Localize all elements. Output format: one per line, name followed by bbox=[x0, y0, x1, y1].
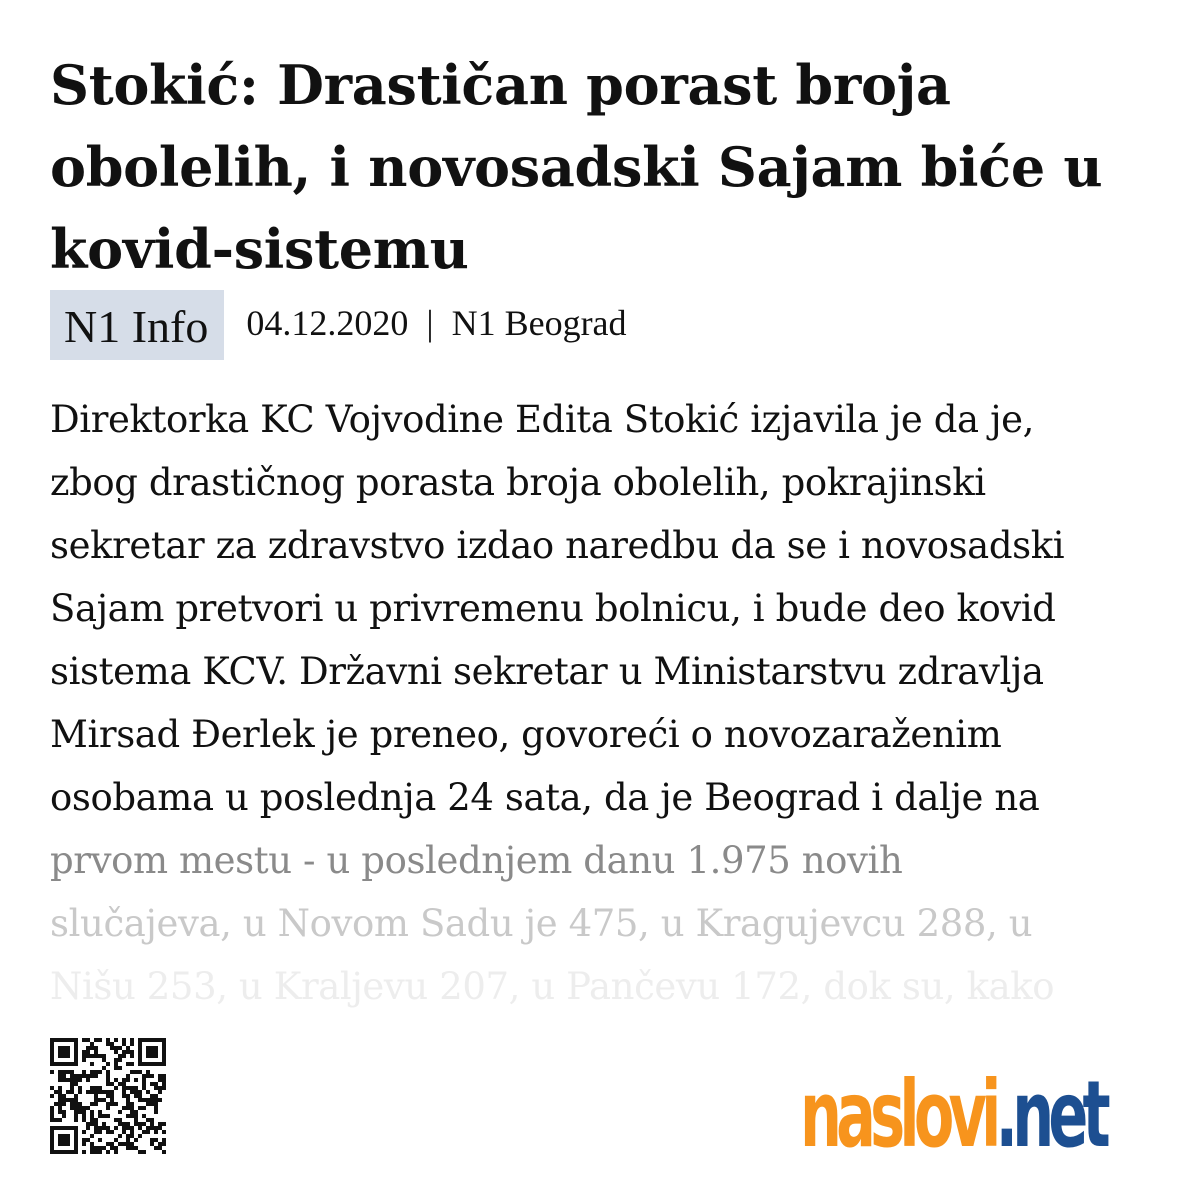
article-body bbox=[50, 388, 1150, 1018]
body-line: Mirsad Đerlek je preneo, govoreći o novozaraženim bbox=[50, 713, 1002, 756]
site-logo-wordmark bbox=[800, 1061, 1105, 1168]
body-line: sistema KCV. Državni sekretar u Ministarstvu zdravlja bbox=[50, 650, 1044, 693]
article-date: 04.12.2020 bbox=[246, 303, 409, 343]
article-meta bbox=[50, 290, 627, 362]
article-card bbox=[50, 0, 1160, 1200]
site-logo-suffix: .net bbox=[995, 1061, 1105, 1168]
body-line: Direktorka KC Vojvodine Edita Stokić izjavila je da je, bbox=[50, 398, 1035, 441]
source-badge[interactable]: N1 Info bbox=[50, 290, 224, 360]
body-line: sekretar za zdravstvo izdao naredbu da se i novosadski bbox=[50, 524, 1065, 567]
body-line-faded: Nišu 253, u Kraljevu 207, u Pančevu 172, dok su, kako bbox=[50, 965, 1055, 1008]
body-line: zbog drastičnog porasta broja obolelih, pokrajinski bbox=[50, 461, 986, 504]
body-line-faded: slučajeva, u Novom Sadu je 475, u Kragujevcu 288, u bbox=[50, 902, 1033, 945]
article-headline: Stokić: Drastičan porast broja obolelih, i novosadski Sajam biće u kovid-sistemu bbox=[50, 53, 1103, 281]
body-line: Sajam pretvori u privremenu bolnicu, i bude deo kovid bbox=[50, 587, 1056, 630]
site-logo[interactable] bbox=[800, 1061, 1170, 1168]
meta-separator: | bbox=[426, 303, 434, 343]
site-logo-primary: naslovi bbox=[800, 1061, 996, 1168]
article-byline bbox=[246, 290, 626, 344]
qr-code-icon[interactable] bbox=[50, 1038, 166, 1154]
body-line-faded: prvom mestu - u poslednjem danu 1.975 novih bbox=[50, 839, 903, 882]
body-line: osobama u poslednja 24 sata, da je Beograd i dalje na bbox=[50, 776, 1040, 819]
article-location: N1 Beograd bbox=[451, 303, 627, 343]
